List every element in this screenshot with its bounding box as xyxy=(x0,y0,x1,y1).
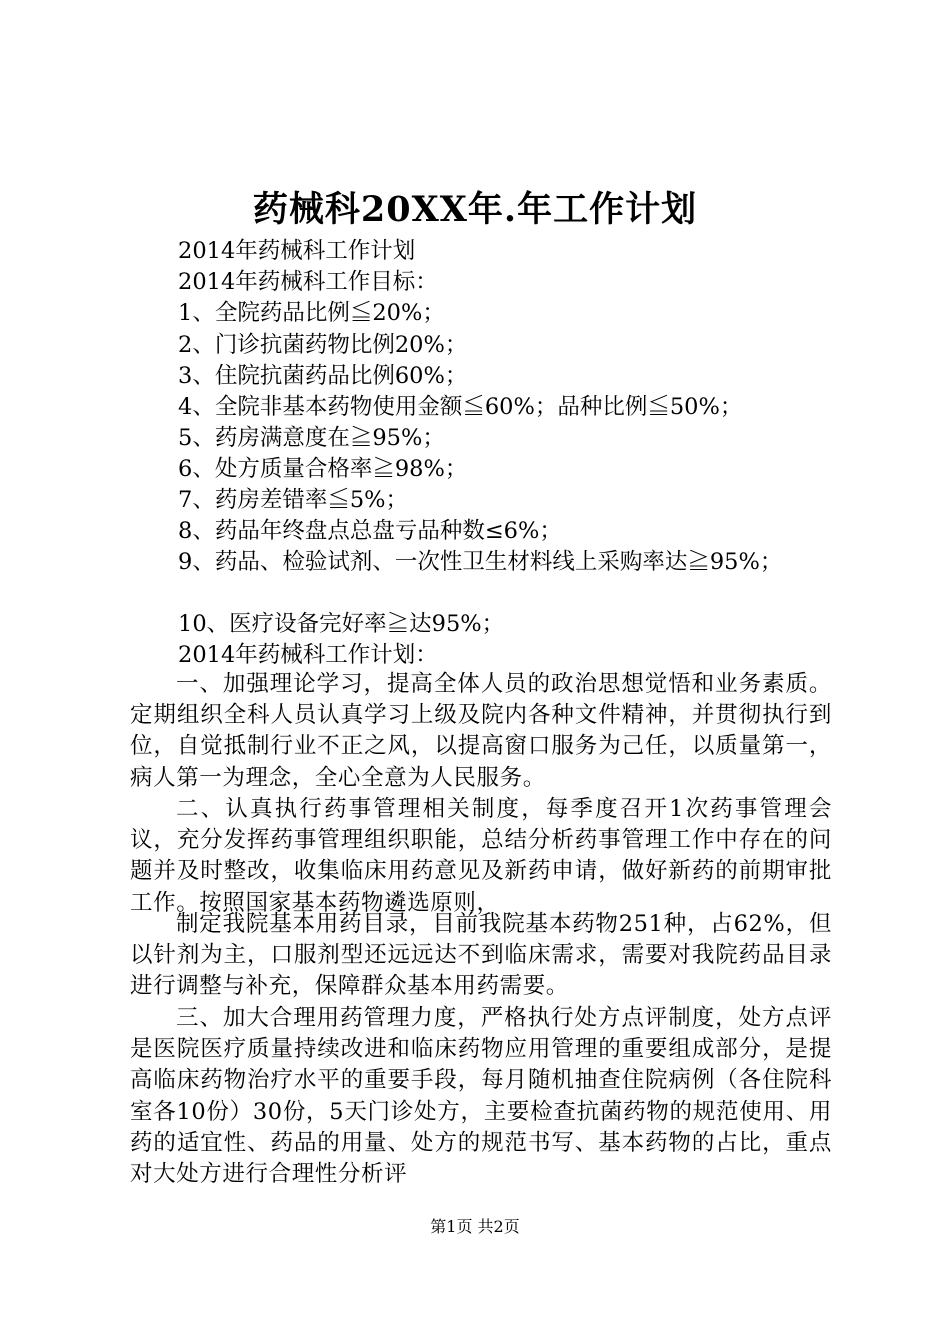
goal-item: 3、住院抗菌药品比例60%； xyxy=(178,363,468,389)
goal-item: 4、全院非基本药物使用金额≦60%；品种比例≦50%； xyxy=(178,394,743,420)
goal-item: 5、药房满意度在≧95%； xyxy=(178,425,445,451)
goal-item: 10、医疗设备完好率≧达95%； xyxy=(178,611,505,637)
document-title: 药械科20XX年.年工作计划 xyxy=(252,189,698,230)
work-plan-heading: 2014年药械科工作计划： xyxy=(178,642,438,668)
paragraph: 一、加强理论学习，提高全体人员的政治思想觉悟和业务素质。定期组织全科人员认真学习上级及院内各种文件精神，并贯彻执行到位，自觉抵制行业不正之风，以提高窗口服务为己任，以质量第一，病人第一为理念，全心全意为人民服务。 xyxy=(130,671,832,791)
page-footer: 第1页 共2页 xyxy=(430,1217,520,1236)
paragraph: 二、认真执行药事管理相关制度，每季度召开1次药事管理会议，充分发挥药事管理组织职能，总结分析药事管理工作中存在的问题并及时整改，收集临床用药意见及新药申请，做好新药的前期审批工作。按照国家基本药物遴选原则， xyxy=(130,796,832,916)
goal-item: 1、全院药品比例≦20%； xyxy=(178,300,445,326)
plan-heading: 2014年药械科工作计划 xyxy=(178,238,416,264)
goal-item: 8、药品年终盘点总盘亏品种数≤6%； xyxy=(178,518,562,544)
paragraph: 三、加大合理用药管理力度，严格执行处方点评制度，处方点评是医院医疗质量持续改进和临床药物应用管理的重要组成部分，是提高临床药物治疗水平的重要手段，每月随机抽查住院病例（各住院科室各10份）30份，5天门诊处方，主要检查抗菌药物的规范使用、用药的适宜性、药品的用量、处方的规范书写、基本药物的占比，重点对大处方进行合理性分析评 xyxy=(130,1005,832,1188)
goal-item: 9、药品、检验试剂、一次性卫生材料线上采购率达≧95%； xyxy=(178,549,783,575)
goal-item: 6、处方质量合格率≧98%； xyxy=(178,456,468,482)
goals-heading: 2014年药械科工作目标： xyxy=(178,269,438,295)
goal-item: 7、药房差错率≦5%； xyxy=(178,487,409,513)
goal-item: 2、门诊抗菌药物比例20%； xyxy=(178,332,468,358)
paragraph: 制定我院基本用药目录，目前我院基本药物251种，占62%，但以针剂为主，口服剂型还远远达不到临床需求，需要对我院药品目录进行调整与补充，保障群众基本用药需要。 xyxy=(130,911,832,1000)
